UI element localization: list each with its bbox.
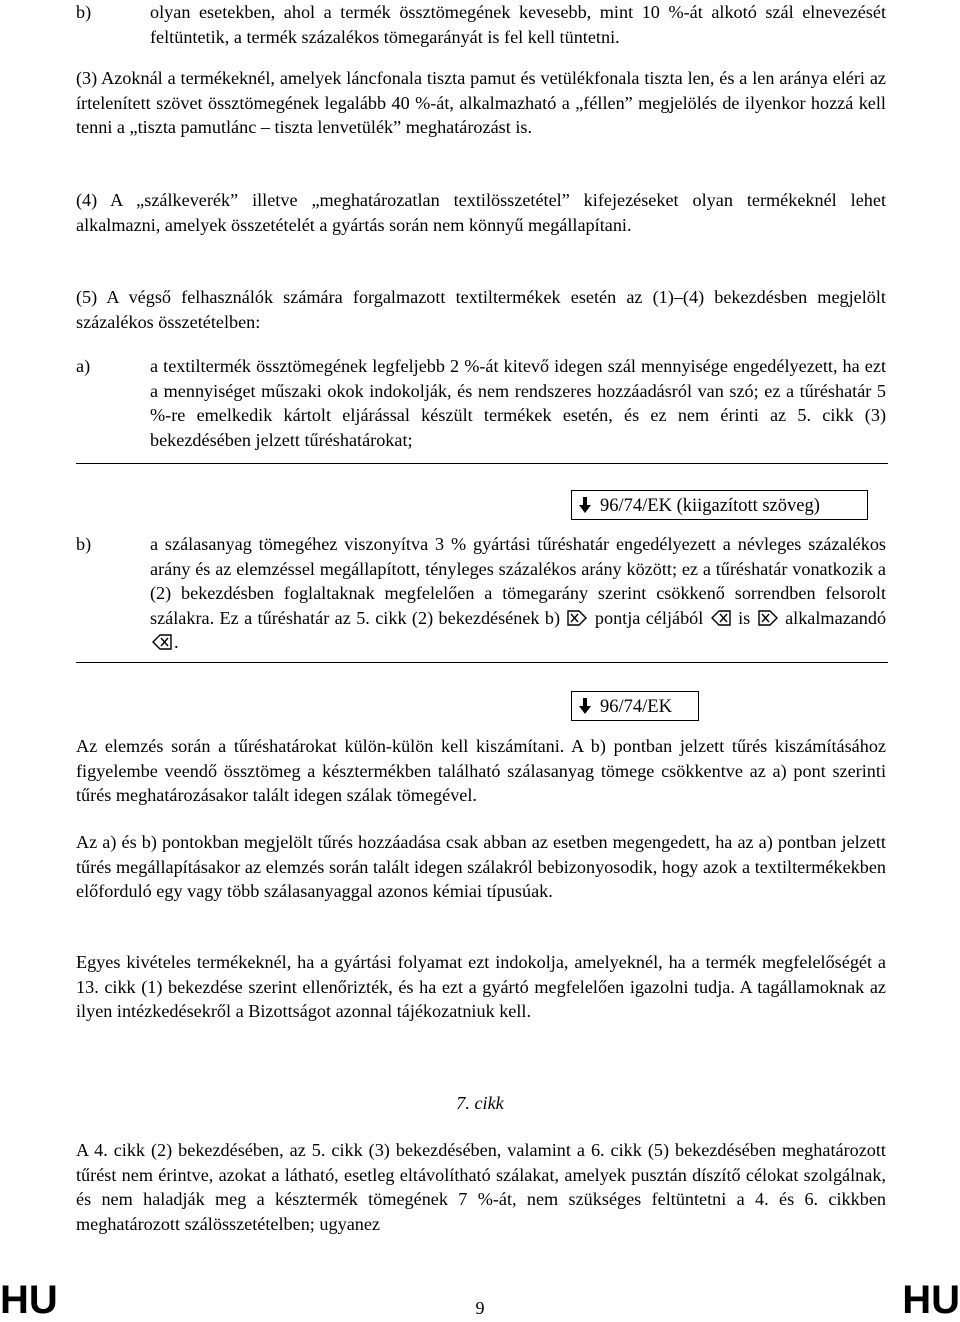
list-item-a — [76, 354, 886, 452]
arrow-down-icon — [578, 692, 600, 722]
amendment-reference-text: 96/74/EK (kiigazított szöveg) — [600, 496, 820, 516]
item-text — [150, 532, 886, 655]
item-text-segment: is — [738, 607, 751, 628]
language-code-right: HU — [902, 1278, 960, 1322]
paragraph-4: (4) A „szálkeverék” illetve „meghatározatlan textilösszetétel” kifejezéseket olyan termékeknél lehet alkalmazni, amelyek összetételét a gyártás során nem könnyű megállapítani. — [76, 190, 886, 235]
amendment-reference-text: 96/74/EK — [600, 697, 672, 717]
item-label: a) — [76, 356, 91, 376]
paragraph-a4: A 4. cikk (2) bekezdésében, az 5. cikk (3) bekezdésében, valamint a 6. cikk (5) bekezdésében meghatározott tűrést nem érintve, azokat a látható, esetleg eltávolítható szálakat, amelyek pusztán díszítő célokat szolgálnak, és nem haladják meg a késztermék tömegének 7 %-át, nem szükséges feltüntetni a 4. és 6. cikkben meghatározott szálösszetételben; ugyanez — [76, 1140, 886, 1234]
paragraph-elemzes: Az elemzés során a tűréshatárokat külön-külön kell kiszámítani. A b) pontban jelzett tűrés kiszámításához figyelembe veendő össztömeg a késztermékben található szálasanyag tömege csökkentve az a) pont szerinti tűrés meghatározásakor talált idegen szálak tömegével. — [76, 736, 886, 805]
item-text: a textiltermék össztömegének legfeljebb 2 %-át kitevő idegen szál mennyisége engedélyezett, ha ezt a mennyiséget műszaki okok indokolják, és nem rendszeres hozzáadásról van szó; ez a tűréshatár 5 %-re emelkedik kártolt eljárással készült termékek esetén, és ez nem érinti az 5. cikk (3) bekezdésében jelzett tűréshatárokat; — [150, 356, 886, 450]
arrow-down-icon — [578, 491, 600, 521]
item-text-segment: . — [174, 632, 179, 652]
amendment-reference-box — [571, 691, 699, 721]
paragraph-ab: Az a) és b) pontokban megjelölt tűrés hozzáadása csak abban az esetben megengedett, ha az a) pontban jelzett tűrés megállapításakor az elemzés során talált idegen szálakról bebizonyosodik, hogy azok a textiltermékekben előforduló egy vagy több szálasanyaggal azonos kémiai típusúak. — [76, 832, 886, 901]
item-text-main: a szálasanyag tömegéhez viszonyítva 3 % gyártási tűréshatár engedélyezett a névleges százalékos arány és az elemzéssel megállapított, tényleges százalékos arány között; ez a tűréshatár vonatkozik a (2) bekezdésben foglaltaknak megfelelően a tömegarány szerint csökkenő sorrendben felsorolt szálakra. Ez a tűréshatár az 5. cikk (2) bekezdésének b) — [150, 534, 886, 628]
item-text-segment: alkalmazandó — [785, 607, 887, 628]
list-item-b — [76, 532, 886, 655]
paragraph-egyes: Egyes kivételes termékeknél, ha a gyártási folyamat ezt indokolja, amelyeknél, ha a termék megfelelőségét a 13. cikk (1) bekezdése szerint ellenőrizték, és ha ezt a gyártó megfelelően igazolni tudja. A tagállamoknak az ilyen intézkedésekről a Bizottságot azonnal tájékozatniuk kell. — [76, 952, 886, 1021]
item-text: olyan esetekben, ahol a termék össztömegének kevesebb, mint 10 %-át alkotó szál elnevezését feltüntetik, a termék százalékos tömegarányát is fel kell tüntetni. — [150, 2, 886, 47]
item-label: b) — [76, 534, 92, 554]
amendment-reference-box — [571, 490, 868, 520]
article-title: 7. cikk — [456, 1093, 504, 1113]
paragraph-3: (3) Azoknál a termékeknél, amelyek láncfonala tiszta pamut és vetülékfonala tiszta len, és a len aránya eléri az írtelenített szövet össztömegének legalább 40 %-át, alkalmazható a „féllen” megjelölés de ilyenkor hozzá kell tenni a „tiszta pamutlánc – tiszta lenvetülék” meghatározást is. — [76, 68, 886, 137]
insertion-start-icon — [758, 608, 778, 624]
section-divider — [76, 662, 888, 663]
language-code-left: HU — [0, 1278, 58, 1322]
item-text-segment: pontja céljából — [594, 607, 704, 628]
paragraph-5: (5) A végső felhasználók számára forgalmazott textiltermékek esetén az (1)–(4) bekezdésben megjelölt százalékos összetételben: — [76, 287, 886, 332]
section-divider — [76, 463, 888, 464]
insertion-end-icon — [711, 608, 731, 624]
list-item-b-top — [76, 0, 886, 49]
insertion-end-icon — [152, 632, 172, 648]
page-number: 9 — [475, 1298, 485, 1318]
item-label: b) — [76, 2, 92, 22]
insertion-start-icon — [567, 608, 587, 624]
